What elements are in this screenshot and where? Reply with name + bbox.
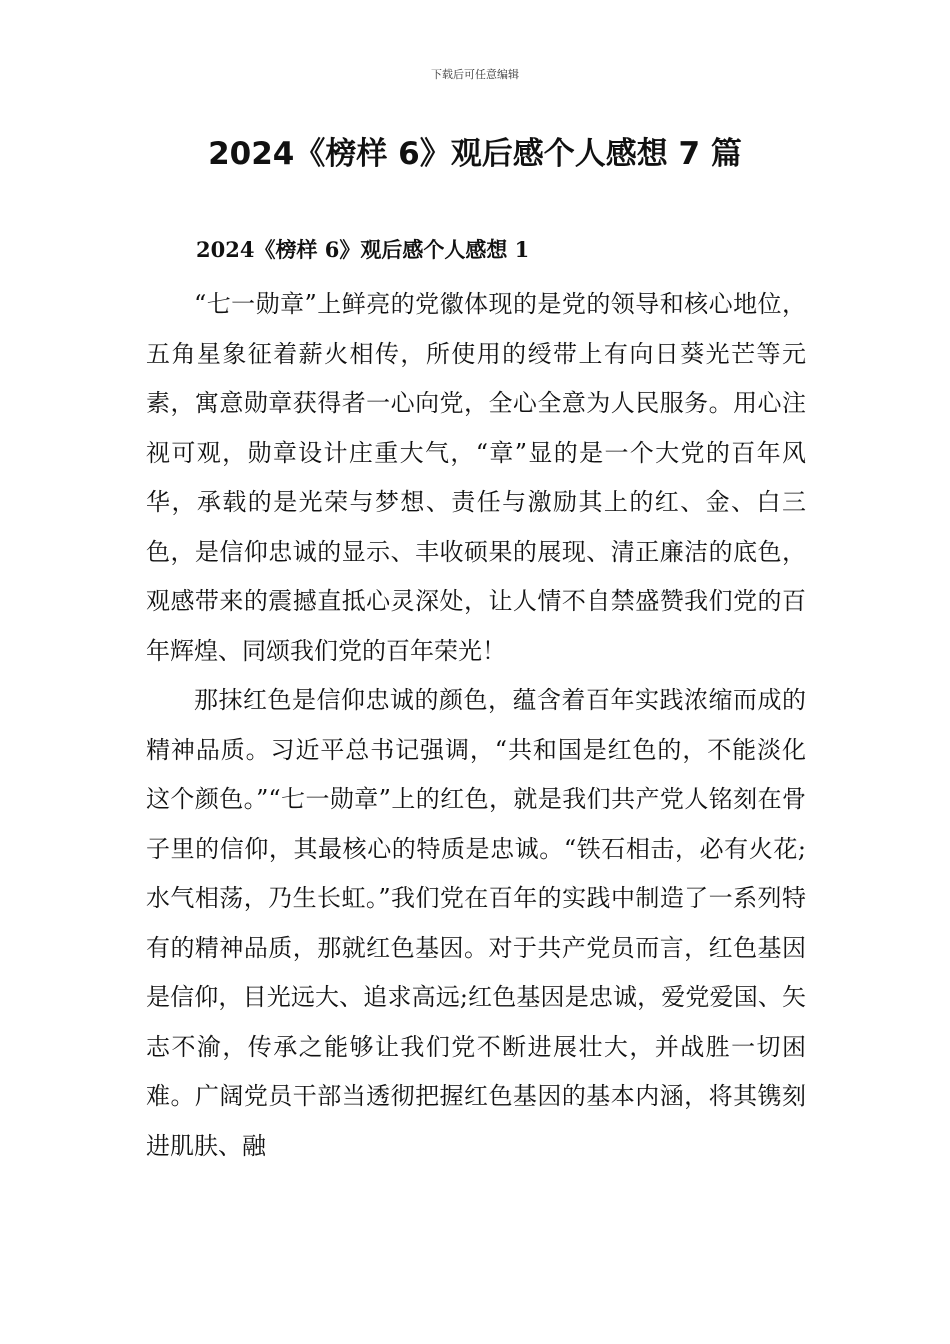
document-title: 2024《榜样 6》观后感个人感想 7 篇	[208, 136, 742, 172]
document-body	[146, 280, 806, 1171]
paragraph-2: 那抹红色是信仰忠诚的颜色，蕴含着百年实践浓缩而成的精神品质。习近平总书记强调，“共和国是红色的，不能淡化这个颜色。”“七一勋章”上的红色，就是我们共产党人铭刻在骨子里的信仰，其最核心的特质是忠诚。“铁石相击，必有火花;水气相荡，乃生长虹。”我们党在百年的实践中制造了一系列特有的精神品质，那就红色基因。对于共产党员而言，红色基因是信仰，目光远大、追求高远;红色基因是忠诚，爱党爱国、矢志不渝，传承之能够让我们党不断进展壮大，并战胜一切困难。广阔党员干部当透彻把握红色基因的基本内涵，将其镌刻进肌肤、融	[146, 686, 806, 1160]
section-title: 2024《榜样 6》观后感个人感想 1	[196, 237, 530, 262]
header-note: 下载后可任意编辑	[431, 68, 519, 81]
paragraph-1: “七一勋章”上鲜亮的党徽体现的是党的领导和核心地位，五角星象征着薪火相传，所使用的绶带上有向日葵光芒等元素，寓意勋章获得者一心向党，全心全意为人民服务。用心注视可观，勋章设计庄重大气，“章”显的是一个大党的百年风华，承载的是光荣与梦想、责任与激励其上的红、金、白三色，是信仰忠诚的显示、丰收硕果的展现、清正廉洁的底色，观感带来的震撼直抵心灵深处，让人情不自禁盛赞我们党的百年辉煌、同颂我们党的百年荣光！	[146, 290, 806, 665]
